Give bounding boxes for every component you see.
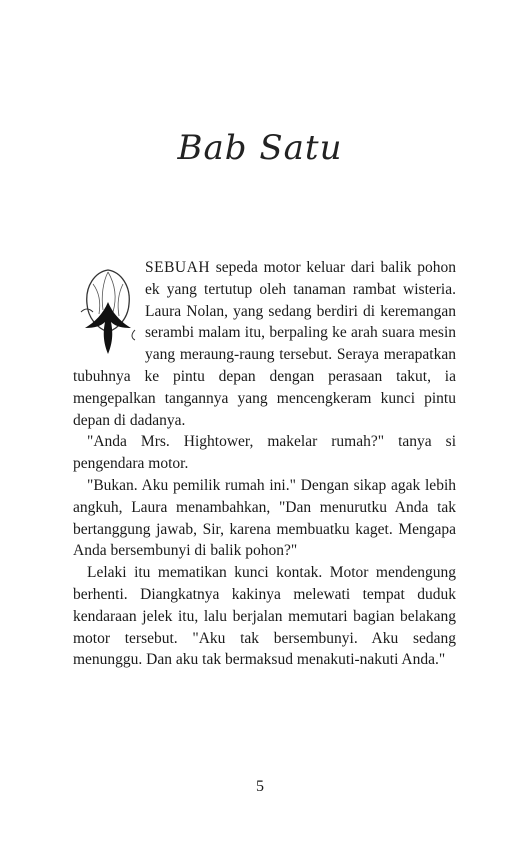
paragraph-1-text: sepeda motor keluar dari balik pohon ek yang tertutup oleh tanaman rambat wisteria. Laura Nolan, yang sedang berdiri di keremangan serambi malam itu, berpaling ke arah suara mesin yang meraung-raung tersebut. Seraya merapatkan tubuhnya ke pintu depan dengan perasaan takut, ia mengepalkan tangannya yang mencengkeram kunci pintu depan di dadanya. (73, 259, 456, 429)
page-number: 5 (256, 778, 264, 795)
paragraph-2: "Anda Mrs. Hightower, makelar rumah?" tanya si pengendara motor. (73, 433, 456, 473)
ornament-space (73, 257, 145, 345)
paragraph-4: Lelaki itu mematikan kunci kontak. Motor mendengung berhenti. Diangkatnya kakinya melewati tempat duduk kendaraan jelek itu, lalu berjalan memutari bagian belakang motor tersebut. "Aku tak bersembunyi. Aku sedang menunggu. Dan aku tak bermaksud menakuti-nakuti Anda." (73, 564, 456, 669)
lead-word: SEBUAH (145, 259, 211, 276)
chapter-title: Bab Satu (177, 128, 343, 168)
chapter-body (73, 257, 456, 671)
paragraph-3: "Bukan. Aku pemilik rumah ini." Dengan sikap agak lebih angkuh, Laura menambahkan, "Dan menurutku Anda tak bertanggung jawab, Sir, karena membuatku kaget. Mengapa Anda bersembunyi di balik pohon?" (73, 476, 456, 560)
